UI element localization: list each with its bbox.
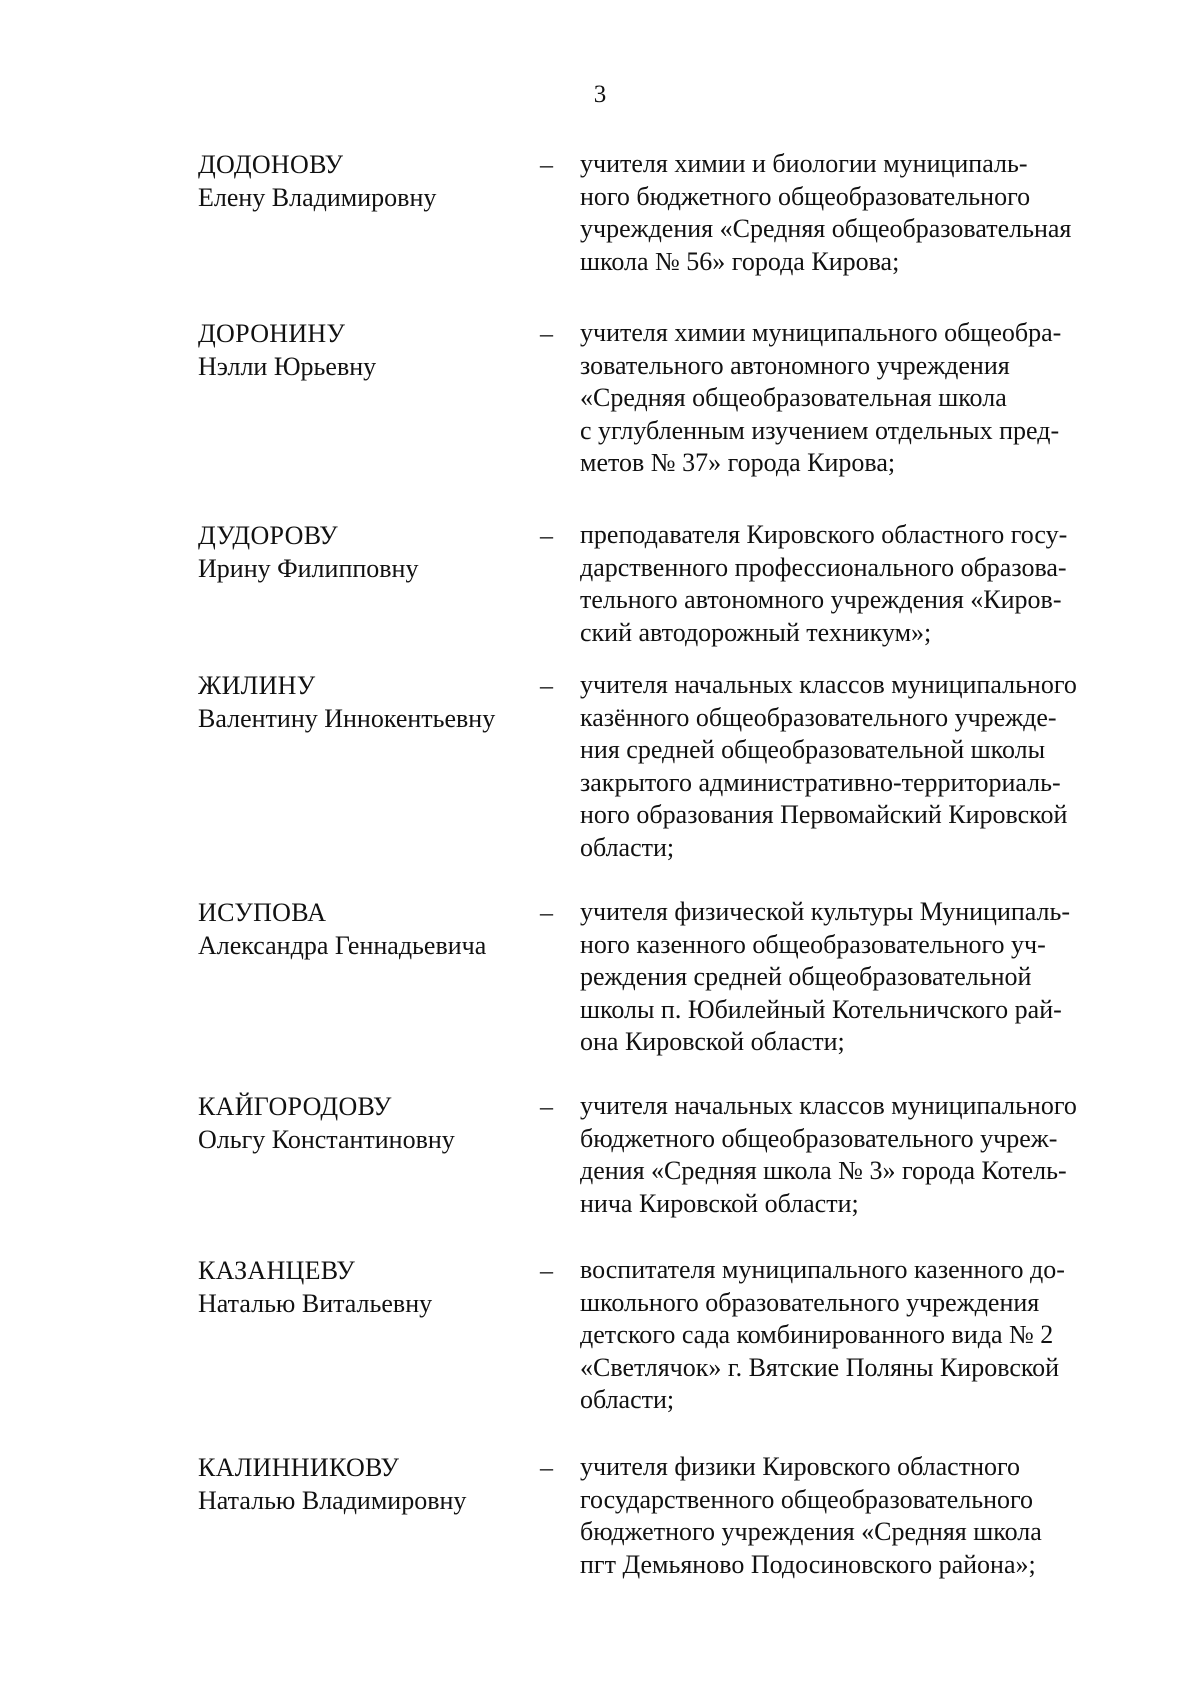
- person-given-names: Елену Владимировну: [198, 183, 437, 212]
- person-surname: ИСУПОВА: [198, 898, 327, 927]
- person-name: [198, 896, 528, 962]
- position-description: учителя физики Кировского областного государственного общеобразовательного бюджетного учреждения «Средняя школа пгт Демьяново Подосиновского района»;: [580, 1452, 1042, 1579]
- person-name: [198, 317, 528, 383]
- person-name: [198, 519, 528, 585]
- dash-separator: –: [540, 521, 553, 550]
- person-given-names: Нэлли Юрьевну: [198, 352, 377, 381]
- person-name: [198, 1090, 528, 1156]
- position-description: учителя начальных классов муниципального бюджетного общеобразовательного учреж- дения «Средняя школа № 3» города Котель- нича Кировской области;: [580, 1091, 1077, 1218]
- person-name: [198, 148, 528, 214]
- dash-separator: –: [540, 1256, 553, 1285]
- person-name: [198, 1254, 528, 1320]
- dash-separator: –: [540, 319, 553, 348]
- position-description: воспитателя муниципального казенного до- школьного образовательного учреждения детского сада комбинированного вида № 2 «Светлячок» г. Вятские Поляны Кировской области;: [580, 1255, 1065, 1414]
- person-name: [198, 1451, 528, 1517]
- dash-separator: –: [540, 898, 553, 927]
- person-given-names: Ирину Филипповну: [198, 554, 419, 583]
- person-surname: ДОРОНИНУ: [198, 319, 346, 348]
- person-given-names: Ольгу Константиновну: [198, 1125, 455, 1154]
- person-surname: ЖИЛИНУ: [198, 671, 316, 700]
- position-description: учителя физической культуры Муниципаль- ного казенного общеобразовательного уч- реждения средней общеобразовательной школы п. Юбилейный Котельничского рай- она Кировской области;: [580, 897, 1071, 1056]
- person-surname: КАЙГОРОДОВУ: [198, 1092, 392, 1121]
- person-surname: КАЗАНЦЕВУ: [198, 1256, 356, 1285]
- page-number: 3: [593, 81, 607, 108]
- person-surname: КАЛИННИКОВУ: [198, 1453, 400, 1482]
- person-given-names: Валентину Иннокентьевну: [198, 704, 496, 733]
- person-given-names: Наталью Витальевну: [198, 1289, 433, 1318]
- dash-separator: –: [540, 1453, 553, 1482]
- person-surname: ДУДОРОВУ: [198, 521, 338, 550]
- position-description: учителя химии муниципального общеобра- зовательного автономного учреждения «Средняя общеобразовательная школа с углубленным изучением отдельных пред- метов № 37» города Кирова;: [580, 318, 1062, 477]
- position-description: учителя начальных классов муниципального казённого общеобразовательного учрежде- ния средней общеобразовательной школы закрытого административно-территориаль- ного образования Первомайский Кировской области;: [580, 670, 1077, 862]
- dash-separator: –: [540, 150, 553, 179]
- position-description: преподавателя Кировского областного госу- дарственного профессионального образова- тельного автономного учреждения «Киров- ский автодорожный техникум»;: [580, 520, 1068, 647]
- position-description: учителя химии и биологии муниципаль- ного бюджетного общеобразовательного учреждения «Средняя общеобразовательная школа № 56» города Кирова;: [580, 149, 1072, 276]
- dash-separator: –: [540, 1092, 553, 1121]
- dash-separator: –: [540, 671, 553, 700]
- person-surname: ДОДОНОВУ: [198, 150, 344, 179]
- person-given-names: Наталью Владимировну: [198, 1486, 467, 1515]
- person-name: [198, 669, 528, 735]
- person-given-names: Александра Геннадьевича: [198, 931, 487, 960]
